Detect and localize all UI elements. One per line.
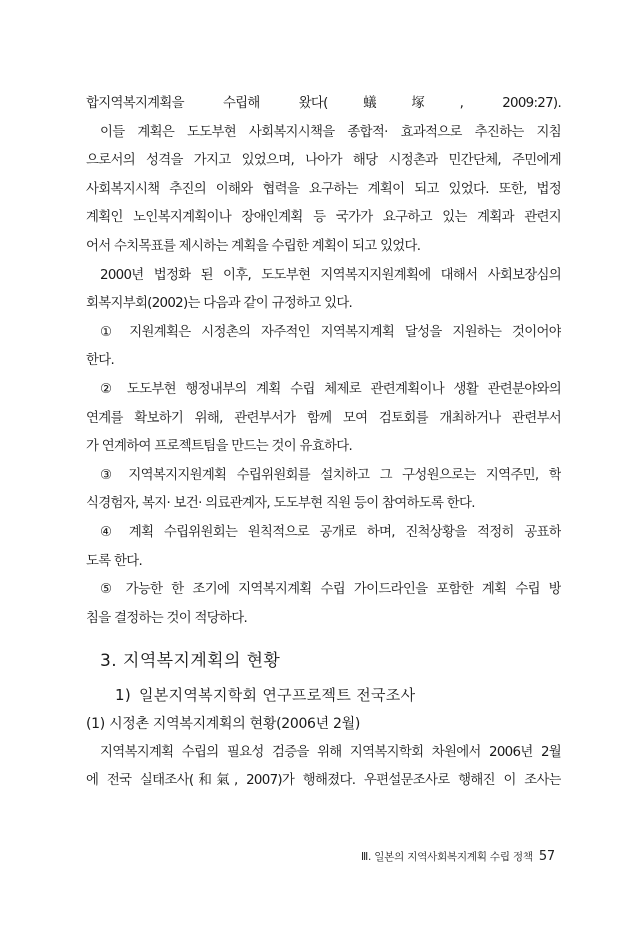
list-item-line: ③ 지역복지지원계획 수립위원회를 설치하고 그 구성원으로는 지역주민, 학 [100,467,561,483]
list-item-line: 침을 결정하는 것이 적당하다. [86,610,248,626]
list-item-line: ④ 계획 수립위원회는 원칙적으로 공개로 하며, 진척상황을 적정히 공표하 [100,524,561,540]
list-item-line: 식경험자, 복지· 보건· 의료관계자, 도도부현 직원 등이 참여하도록 한다. [86,496,475,512]
section-heading [100,646,280,671]
text-line: 지역복지계획 수립의 필요성 검증을 위해 지역복지학회 차원에서 2006년 2월 [100,744,561,760]
body-text-block [86,710,561,796]
list-item-line: ⑤ 가능한 한 조기에 지역복지계획 수립 가이드라인을 포함한 계획 수립 방 [100,582,561,598]
list-item-line: ① 지원계획은 시정촌의 자주적인 지역복지계획 달성을 지원하는 것이어야 [100,324,561,340]
text-line: 합지역복지계획을 수립해 왔다(蟻塚, 2009:27). [86,96,561,111]
running-head: Ⅲ. 일본의 지역사회복지계획 수립 정책 [360,851,533,863]
subsubsection-heading: (1) 시정촌 지역복지계획의 현황(2006년 2월) [86,716,361,732]
subsection-number: 1) [115,686,131,704]
text-line: 이들 계획은 도도부현 사회복지시책을 종합적· 효과적으로 추진하는 지침 [100,124,561,140]
body-text-block [86,90,561,633]
text-line: 계획인 노인복지계획이나 장애인계획 등 국가가 요구하고 있는 계획과 관련지 [86,210,561,226]
subsection-heading [115,684,415,705]
text-line: 사회복지시책 추진의 이해와 협력을 요구하는 계획이 되고 있었다. 또한, 법정 [86,181,561,197]
list-item-line: 한다. [86,353,115,369]
section-number: 3. [100,651,118,671]
section-title: 지역복지계획의 현황 [123,651,281,671]
text-line: 어서 수치목표를 제시하는 계획을 수립한 계획이 되고 있었다. [86,238,421,254]
text-line: 으로서의 성격을 가지고 있었으며, 나아가 해당 시정촌과 민간단체, 주민에게 [86,153,561,169]
text-line: 2000년 법정화 된 이후, 도도부현 지역복지지원계획에 대해서 사회보장심의 [100,267,561,283]
text-line: 에 전국 실태조사(和氣, 2007)가 행해졌다. 우편설문조사로 행해진 이 조사는 [86,773,561,789]
page-number: 57 [538,849,555,864]
list-item-line: ② 도도부현 행정내부의 계획 수립 체제로 관련계획이나 생활 관련분야와의 [100,381,561,397]
text-line: 회복지부회(2002)는 다음과 같이 규정하고 있다. [86,296,353,312]
page-footer [361,849,555,864]
list-item-line: 도록 한다. [86,553,143,569]
list-item-line: 가 연계하여 프로젝트팀을 만드는 것이 유효하다. [86,439,353,455]
list-item-line: 연계를 확보하기 위해, 관련부서가 함께 모여 검토회를 개최하거나 관련부서 [86,410,561,426]
subsection-title: 일본지역복지학회 연구프로젝트 전국조사 [139,686,416,704]
